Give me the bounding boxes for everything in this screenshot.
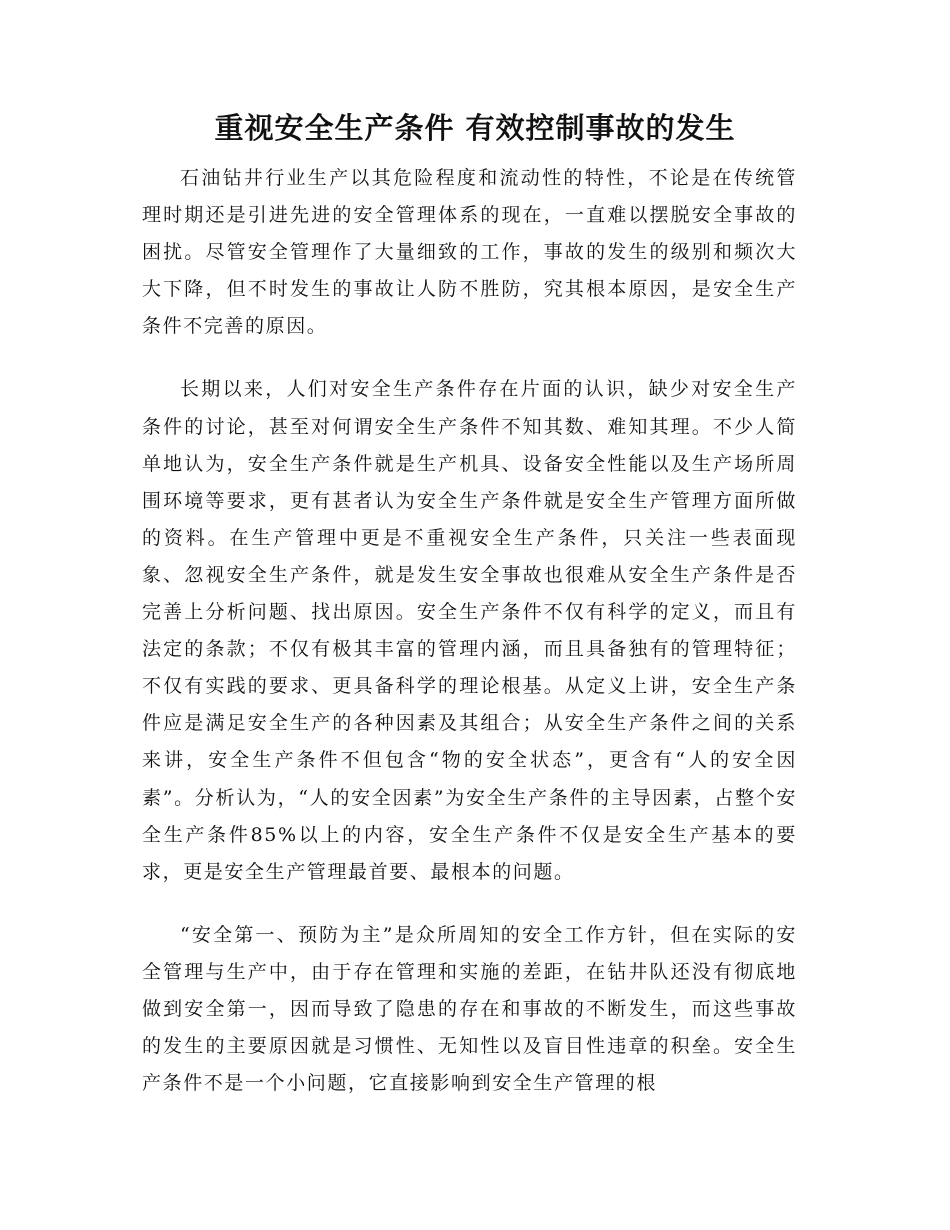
paragraph-1: 石油钻井行业生产以其危险程度和流动性的特性，不论是在传统管理时期还是引进先进的安全管理体系的现在，一直难以摆脱安全事故的困扰。尽管安全管理作了大量细致的工作，事故的发生的级别和频次大大下降，但不时发生的事故让人防不胜防，究其根本原因，是安全生产条件不完善的原因。 <box>142 167 797 338</box>
paragraph-3: “安全第一、预防为主”是众所周知的安全工作方针，但在实际的安全管理与生产中，由于存在管理和实施的差距，在钻井队还没有彻底地做到安全第一，因而导致了隐患的存在和事故的不断发生，而这些事故的发生的主要原因就是习惯性、无知性以及盲目性违章的积垒。安全生产条件不是一个小问题，它直接影响到安全生产管理的根 <box>142 923 797 1095</box>
document-title: 重视安全生产条件 有效控制事故的发生 <box>214 111 736 145</box>
document-body <box>142 160 797 1102</box>
paragraph-2: 长期以来，人们对安全生产条件存在片面的认识，缺少对安全生产条件的讨论，甚至对何谓安全生产条件不知其数、难知其理。不少人简单地认为，安全生产条件就是生产机具、设备安全性能以及生产场所周围环境等要求，更有甚者认为安全生产条件就是安全生产管理方面所做的资料。在生产管理中更是不重视安全生产条件，只关注一些表面现象、忽视安全生产条件，就是发生安全事故也很难从安全生产条件是否完善上分析问题、找出原因。安全生产条件不仅有科学的定义，而且有法定的条款；不仅有极其丰富的管理内涵，而且具备独有的管理特征；不仅有实践的要求、更具备科学的理论根基。从定义上讲，安全生产条件应是满足安全生产的各种因素及其组合；从安全生产条件之间的关系来讲，安全生产条件不但包含“物的安全状态”，更含有“人的安全因素”。分析认为，“人的安全因素”为安全生产条件的主导因素，占整个安全生产条件85%以上的内容，安全生产条件不仅是安全生产基本的要求，更是安全生产管理最首要、最根本的问题。 <box>142 378 797 883</box>
